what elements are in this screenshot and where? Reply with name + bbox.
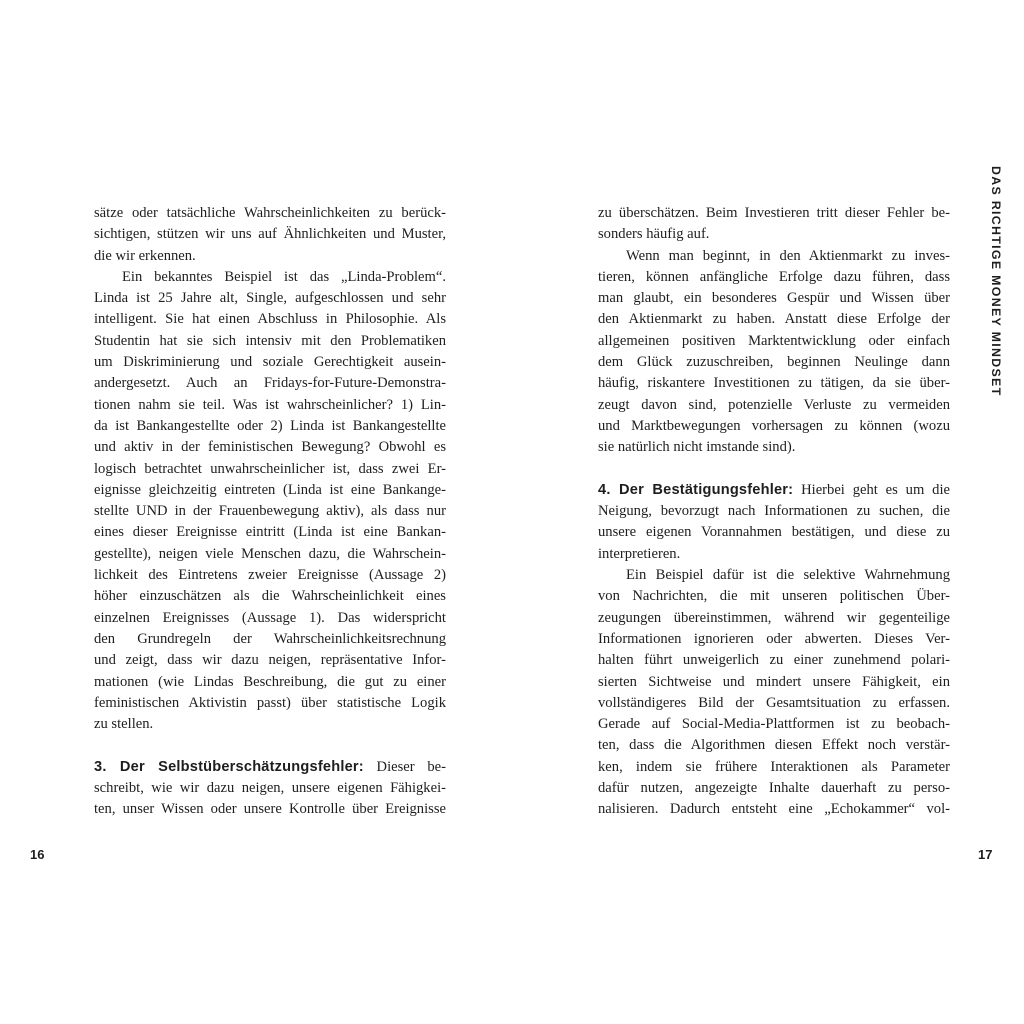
text-line: eines dieser Ereignisse eintritt (Linda ist eine Bankan- — [94, 524, 446, 541]
text-line: den Aktienmarkt zu haben. Anstatt diese Erfolge der — [598, 311, 950, 328]
text-line: und aktiv in der feministischen Bewegung? Obwohl es — [94, 439, 446, 456]
text-line: den Grundregeln der Wahrscheinlichkeitsrechnung — [94, 630, 446, 647]
text-line: zu stellen. — [94, 716, 154, 733]
text-line: Ein bekanntes Beispiel ist das „Linda-Problem“. — [122, 268, 446, 285]
text-line — [94, 757, 446, 778]
text-line: und zeigt, dass wir dazu neigen, repräsentative Infor- — [94, 652, 446, 669]
text-line: nalisieren. Dadurch entsteht eine „Echokammer“ vol- — [598, 801, 950, 818]
text-line: ten, unser Wissen oder unsere Kontrolle über Ereignisse — [94, 801, 446, 818]
text-line: intelligent. Sie hat einen Abschluss in Philosophie. Als — [94, 311, 446, 328]
text-line: zu überschätzen. Beim Investieren tritt dieser Fehler be- — [598, 205, 950, 221]
text-line: höher einzuschätzen als die Wahrscheinlichkeit eines — [94, 588, 446, 605]
text-line: allgemeinen positiven Marktentwicklung oder einfach — [598, 332, 950, 349]
text-line: man glaubt, ein besonderes Gespür und Wissen über — [598, 290, 950, 307]
text-line: sätze oder tatsächliche Wahrscheinlichkeiten zu berück- — [94, 205, 446, 221]
text-line: sonders häufig auf. — [598, 226, 710, 243]
left-page-body-text — [94, 203, 446, 821]
heading-line-text: Hierbei geht es um die — [793, 481, 950, 498]
text-line: dafür nutzen, angezeigte Inhalte dauerhaft zu perso- — [598, 780, 950, 797]
text-line: interpretieren. — [598, 545, 681, 562]
text-line: zeugt davon sind, potenzielle Verluste zu vermeiden — [598, 396, 950, 413]
text-line: ten, dass die Algorithmen diesen Effekt noch verstär- — [598, 737, 950, 754]
text-line: logisch betrachtet unwahrscheinlicher ist, dass zwei Er- — [94, 460, 446, 477]
text-line: tieren, können anfängliche Erfolge dazu führen, dass — [598, 268, 950, 285]
text-line: lichkeit des Eintretens zweier Ereignisse (Aussage 2) — [94, 567, 446, 584]
text-line: Studentin hat sie sich intensiv mit den Problematiken — [94, 332, 446, 349]
text-line: feministischen Aktivistin passt) über statistische Logik — [94, 694, 446, 711]
paragraph-gap — [94, 735, 446, 756]
text-line: schreibt, wie wir dazu neigen, unsere eigenen Fähigkei- — [94, 780, 446, 797]
text-line: dem Glück zuzuschreiben, beginnen Neulinge dann — [598, 354, 950, 371]
text-line: tionen nahm sie teil. Was ist wahrscheinlicher? 1) Lin- — [94, 396, 446, 413]
heading-line-text: Dieser be- — [363, 758, 446, 775]
running-head: DAS RICHTIGE MONEY MINDSET — [989, 166, 1003, 397]
text-line: Neigung, bevorzugt nach Informationen zu suchen, die — [598, 503, 950, 520]
text-line: unsere eigenen Vorannahmen bestätigen, und diese zu — [598, 524, 950, 541]
text-line: stellte UND in der Frauenbewegung aktiv), als dass nur — [94, 503, 446, 520]
text-line: sie natürlich nicht imstande sind). — [598, 439, 796, 456]
page-number-right: 17 — [978, 847, 993, 862]
text-line: da ist Bankangestellte oder 2) Linda ist Bankangestellte — [94, 417, 446, 434]
text-line — [598, 480, 950, 501]
text-line: Ein Beispiel dafür ist die selektive Wahrnehmung — [626, 567, 950, 584]
text-line: Gerade auf Social-Media-Plattformen ist zu beobach- — [598, 716, 950, 733]
section-heading: 4. Der Bestätigungsfehler: — [598, 481, 794, 498]
text-line: andergesetzt. Auch an Fridays-for-Future-Demonstra- — [94, 375, 446, 392]
text-line: und Marktbewegungen vorhersagen zu können (wozu — [598, 417, 950, 434]
text-line: die wir erkennen. — [94, 247, 196, 264]
section-heading: 3. Der Selbstüberschätzungsfehler: — [94, 758, 364, 775]
text-line: halten führt unweigerlich zu einer zunehmend polari- — [598, 652, 950, 669]
text-line: von Nachrichten, die mit unseren politischen Über- — [598, 588, 950, 605]
text-line: häufig, riskantere Investitionen zu tätigen, da sie über- — [598, 375, 950, 392]
text-line: Wenn man beginnt, in den Aktienmarkt zu inves- — [626, 247, 950, 264]
text-line: mationen (wie Lindas Beschreibung, die gut zu einer — [94, 673, 446, 690]
right-page-body-text — [598, 203, 950, 821]
text-line: eignisse gleichzeitig eintreten (Linda ist eine Bankange- — [94, 481, 446, 498]
paragraph-gap — [598, 459, 950, 480]
text-line: gestellte), neigen viele Menschen dazu, die Wahrschein- — [94, 545, 446, 562]
text-line: um Diskriminierung und soziale Gerechtigkeit ausein- — [94, 354, 446, 371]
text-line: ken, indem sie frühere Interaktionen als Parameter — [598, 758, 950, 775]
text-line: Informationen ignorieren oder abwerten. Dieses Ver- — [598, 630, 950, 647]
text-line: einzelnen Ereignisses (Aussage 1). Das widerspricht — [94, 609, 446, 626]
text-line: sichtigen, stützen wir uns auf Ähnlichkeiten und Muster, — [94, 226, 446, 243]
text-line: vollständigeres Bild der Gesamtsituation zu erfassen. — [598, 694, 950, 711]
text-line: sierten Sichtweise und mindert unsere Fähigkeit, ein — [598, 673, 950, 690]
text-line: Linda ist 25 Jahre alt, Single, aufgeschlossen und sehr — [94, 290, 446, 307]
text-line: zeugungen übereinstimmen, während wir gegenteilige — [598, 609, 950, 626]
page-number-left: 16 — [30, 847, 45, 862]
